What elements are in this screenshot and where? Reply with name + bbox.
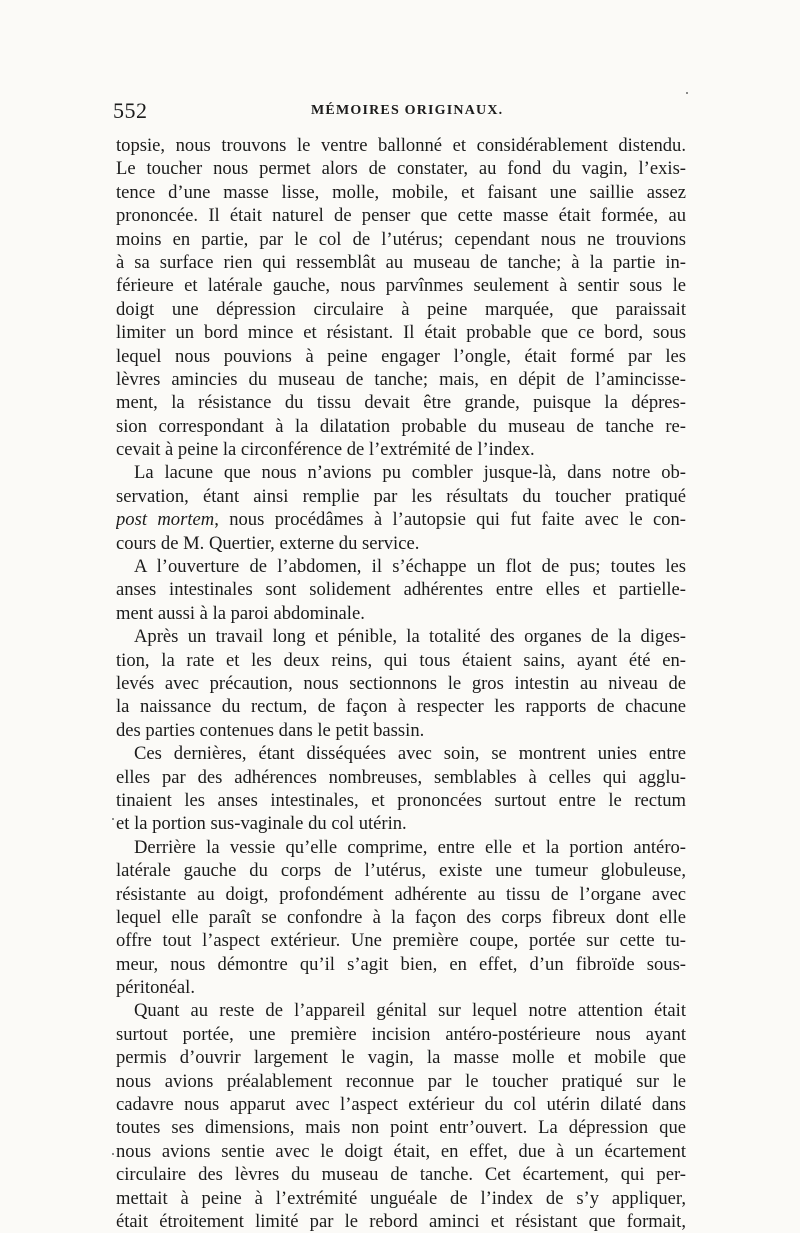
text-line: toutes ses dimensions, mais non point entr’ouvert. La dépression que — [116, 1117, 686, 1139]
text-line: mettait à peine à l’extrémité unguéale de l’index de s’y appliquer, — [116, 1187, 686, 1209]
print-speck — [112, 818, 114, 820]
text-line: cadavre nous apparut avec l’aspect extérieur du col utérin dilaté dans — [116, 1094, 686, 1116]
text-line: nous avions sentie avec le doigt était, en effet, due à un écartement — [116, 1140, 686, 1162]
text-line: ment, la résistance du tissu devait être grande, puisque la dépres- — [116, 392, 686, 414]
italic-line-rest: , nous procédâmes à l’autopsie qui fut faite avec le con- — [214, 509, 686, 531]
paragraph-start-line: Derrière la vessie qu’elle comprime, entre elle et la portion antéro- — [134, 836, 686, 858]
text-line: résistante au doigt, profondément adhérente au tissu de l’organe avec — [116, 883, 686, 905]
text-line: tinaient les anses intestinales, et prononcées surtout entre le rectum — [116, 789, 686, 811]
page-number: 552 — [113, 98, 148, 123]
text-line: nous avions préalablement reconnue par le toucher pratiqué sur le — [116, 1070, 686, 1092]
italic-phrase-line — [116, 508, 686, 531]
text-line: tence d’une masse lisse, molle, mobile, et faisant une saillie assez — [116, 181, 686, 203]
text-line: lèvres amincies du museau de tanche; mais, en dépit de l’amincisse- — [116, 368, 686, 390]
text-line: à sa surface rien qui ressemblât au museau de tanche; à la partie in- — [116, 251, 686, 273]
text-line: péritonéal. — [116, 977, 195, 999]
text-line: tion, la rate et les deux reins, qui tous étaient sains, ayant été en- — [116, 649, 686, 671]
text-line: elles par des adhérences nombreuses, semblables à celles qui agglu- — [116, 766, 686, 788]
text-line: moins en partie, par le col de l’utérus; cependant nous ne trouvions — [116, 228, 686, 250]
text-line: ment aussi à la paroi abdominale. — [116, 602, 365, 624]
running-head — [113, 98, 687, 126]
text-line: et la portion sus-vaginale du col utérin. — [116, 813, 407, 835]
text-line: Le toucher nous permet alors de constater, au fond du vagin, l’exis- — [116, 158, 686, 180]
text-line: férieure et latérale gauche, nous parvînmes seulement à sentir sous le — [116, 275, 686, 297]
text-line: cours de M. Quertier, externe du service. — [116, 532, 420, 554]
paragraph-start-line: A l’ouverture de l’abdomen, il s’échappe un flot de pus; toutes les — [134, 556, 686, 578]
text-line: circulaire des lèvres du museau de tanche. Cet écartement, qui per- — [116, 1164, 686, 1186]
text-line: topsie, nous trouvons le ventre ballonné et considérablement distendu. — [116, 135, 686, 156]
text-line: surtout portée, une première incision antéro-postérieure nous ayant — [116, 1023, 686, 1045]
text-line: limiter un bord mince et résistant. Il était probable que ce bord, sous — [116, 322, 686, 344]
text-line: servation, étant ainsi remplie par les résultats du toucher pratiqué — [116, 485, 686, 507]
text-line: était étroitement limité par le rebord aminci et résistant que formait, — [116, 1210, 686, 1232]
text-line: des parties contenues dans le petit bassin. — [116, 719, 425, 741]
text-line: la naissance du rectum, de façon à respecter les rapports de chacune — [116, 696, 686, 718]
page-header-title: MÉMOIRES ORIGINAUX. — [311, 103, 504, 118]
text-line: anses intestinales sont solidement adhérentes entre elles et partielle- — [116, 579, 686, 601]
text-line: lequel nous pouvions à peine engager l’ongle, était formé par les — [116, 345, 686, 367]
text-line: latérale gauche du corps de l’utérus, existe une tumeur globuleuse, — [116, 860, 686, 882]
text-line: sion correspondant à la dilatation probable du museau de tanche re- — [116, 415, 686, 437]
paragraph-start-line: Ces dernières, étant disséquées avec soin, se montrent unies entre — [134, 743, 686, 765]
text-line: doigt une dépression circulaire à peine marquée, que paraissait — [116, 298, 686, 320]
paragraph-start-line: La lacune que nous n’avions pu combler jusque-là, dans notre ob- — [134, 462, 686, 484]
text-line: offre tout l’aspect extérieur. Une première coupe, portée sur cette tu- — [116, 930, 686, 952]
text-line: meur, nous démontre qu’il s’agit bien, en effet, d’un fibroïde sous- — [116, 953, 686, 975]
paragraph-start-line: Quant au reste de l’appareil génital sur lequel notre attention était — [134, 1000, 686, 1022]
text-line: prononcée. Il était naturel de penser que cette masse était formée, au — [116, 205, 686, 227]
text-line: permis d’ouvrir largement le vagin, la masse molle et mobile que — [116, 1047, 686, 1069]
print-speck — [112, 1153, 114, 1155]
text-line: levés avec précaution, nous sectionnons le gros intestin au niveau de — [116, 672, 686, 694]
italic-phrase: post mortem — [116, 509, 215, 531]
body-text — [116, 134, 686, 1233]
text-line: lequel elle paraît se confondre à la façon des corps fibreux dont elle — [116, 906, 686, 928]
text-line: cevait à peine la circonférence de l’extrémité de l’index. — [116, 439, 535, 461]
print-speck — [686, 92, 688, 94]
paragraph-start-line: Après un travail long et pénible, la totalité des organes de la diges- — [134, 626, 686, 648]
